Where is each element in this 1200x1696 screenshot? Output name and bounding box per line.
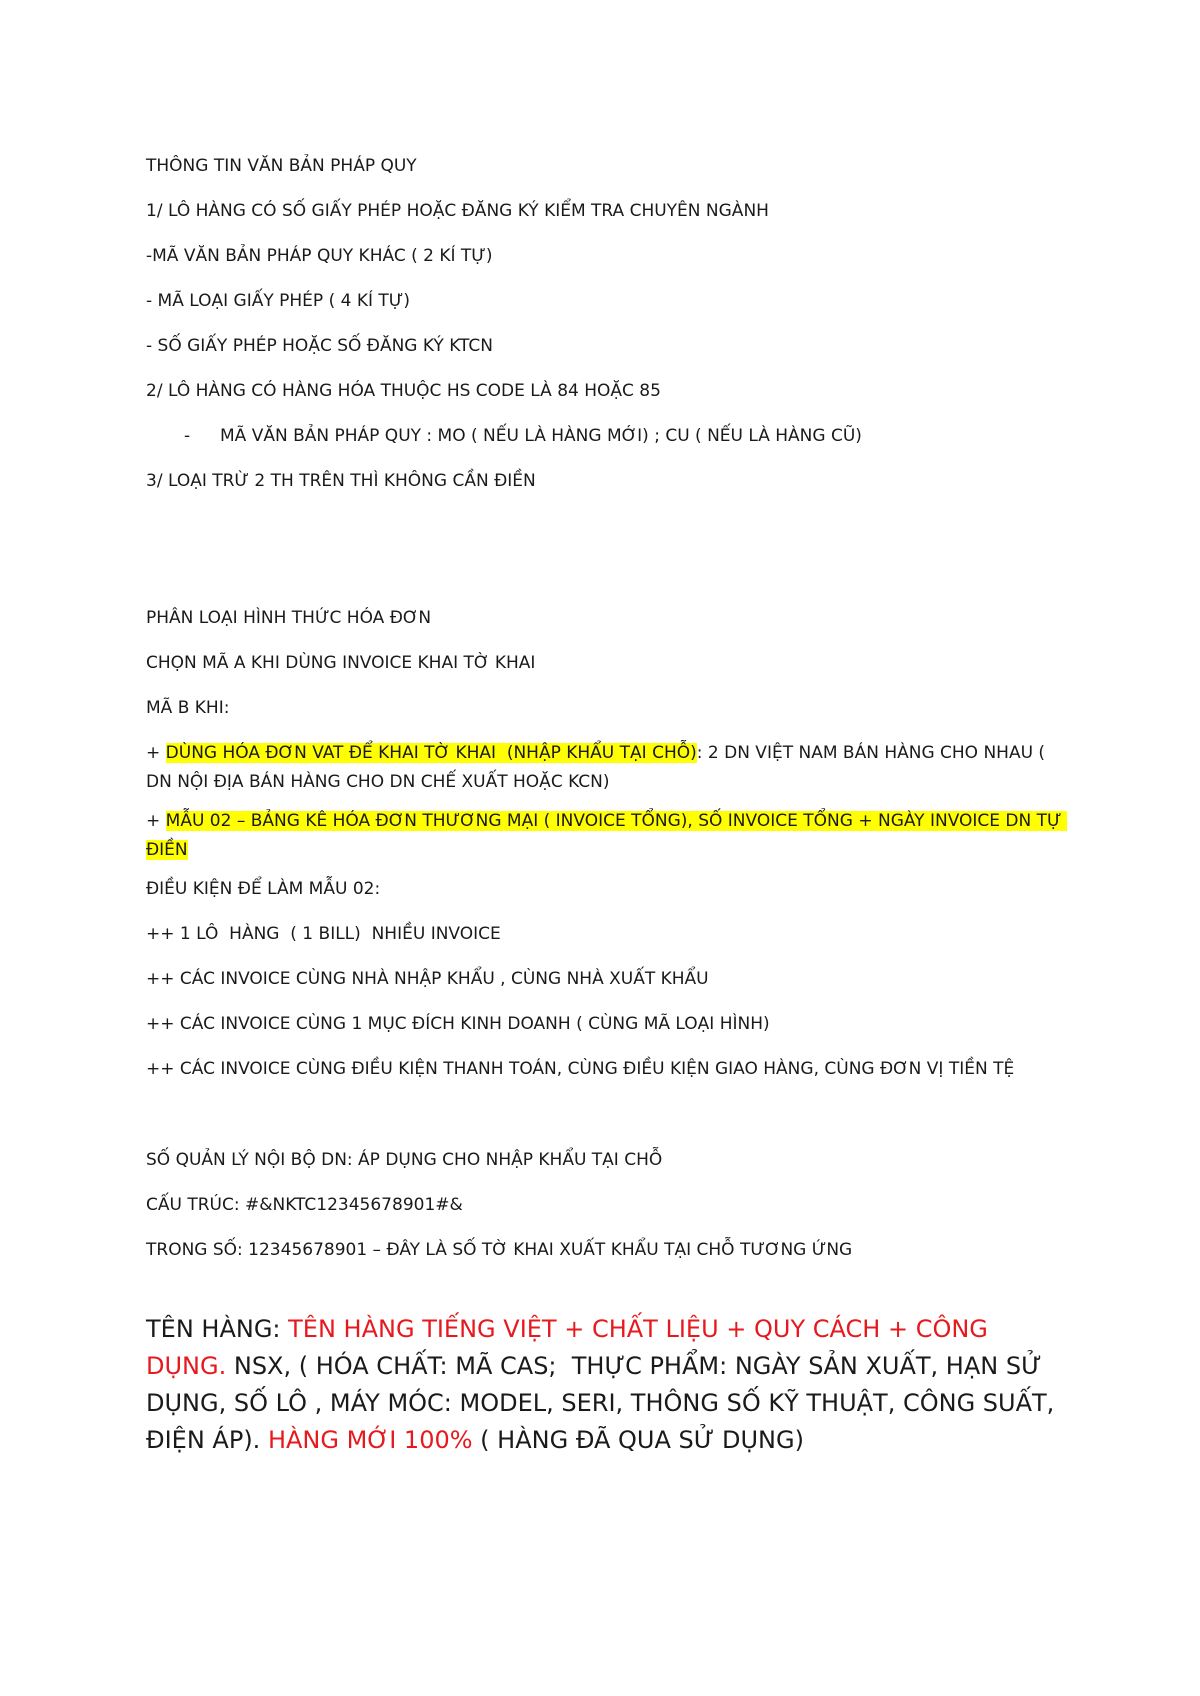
section1-sub2: - MÃ LOẠI GIẤY PHÉP ( 4 KÍ TỰ) — [146, 291, 410, 311]
spacer — [146, 1100, 1066, 1146]
bullet1-highlight: DÙNG HÓA ĐƠN VAT ĐỂ KHAI TỜ KHAI (NHẬP KHẨU TẠI CHỖ) — [165, 743, 697, 763]
product-name-black-1: NSX, ( HÓA CHẤT: MÃ CAS; THỰC PHẨM: NGÀY SẢN XUẤT, HẠN SỬ DỤNG, SỐ LÔ , MÁY MÓC: MODEL, SERI, THÔNG SỐ KỸ THUẬT, CÔNG SUẤT, ĐIỆN ÁP). — [146, 1352, 1062, 1454]
section1-sub1: -MÃ VĂN BẢN PHÁP QUY KHÁC ( 2 KÍ TỰ) — [146, 246, 493, 266]
section1-item3: 3/ LOẠI TRỪ 2 TH TRÊN THÌ KHÔNG CẦN ĐIỀN — [146, 471, 536, 491]
section3-line2: CẤU TRÚC: #&NKTC12345678901#& — [146, 1195, 463, 1215]
section3-line1: SỐ QUẢN LÝ NỘI BỘ DN: ÁP DỤNG CHO NHẬP KHẨU TẠI CHỖ — [146, 1150, 663, 1170]
section2-title: PHÂN LOẠI HÌNH THỨC HÓA ĐƠN — [146, 608, 432, 628]
condition-1: ++ 1 LÔ HÀNG ( 1 BILL) NHIỀU INVOICE — [146, 924, 501, 944]
section1-item1: 1/ LÔ HÀNG CÓ SỐ GIẤY PHÉP HOẶC ĐĂNG KÝ KIỂM TRA CHUYÊN NGÀNH — [146, 201, 769, 221]
section2-bullet1 — [146, 739, 1066, 797]
spacer — [146, 512, 1066, 604]
product-name-red-1: TÊN HÀNG TIẾNG VIỆT + CHẤT LIỆU + QUY CÁCH + CÔNG DỤNG. — [146, 1315, 996, 1380]
bullet1-prefix: + — [146, 743, 166, 763]
spacer — [146, 1281, 1066, 1311]
condition-4: ++ CÁC INVOICE CÙNG ĐIỀU KIỆN THANH TOÁN, CÙNG ĐIỀU KIỆN GIAO HÀNG, CÙNG ĐƠN VỊ TIỀN TỆ — [146, 1059, 1015, 1079]
section2-line1: CHỌN MÃ A KHI DÙNG INVOICE KHAI TỜ KHAI — [146, 653, 536, 673]
section3-line3: TRONG SỐ: 12345678901 – ĐÂY LÀ SỐ TỜ KHAI XUẤT KHẨU TẠI CHỖ TƯƠNG ỨNG — [146, 1240, 853, 1260]
condition-3: ++ CÁC INVOICE CÙNG 1 MỤC ĐÍCH KINH DOANH ( CÙNG MÃ LOẠI HÌNH) — [146, 1014, 770, 1034]
product-name-label: TÊN HÀNG: — [146, 1315, 289, 1343]
product-name-paragraph — [146, 1311, 1066, 1459]
condition-2: ++ CÁC INVOICE CÙNG NHÀ NHẬP KHẨU , CÙNG NHÀ XUẤT KHẨU — [146, 969, 709, 989]
section1-title: THÔNG TIN VĂN BẢN PHÁP QUY — [146, 156, 417, 176]
bullet-dash: - — [184, 426, 191, 446]
section2-bullet2 — [146, 807, 1066, 865]
bullet1-rest: : 2 DN VIỆT NAM BÁN HÀNG CHO NHAU ( DN NỘI ĐỊA BÁN HÀNG CHO DN CHẾ XUẤT HOẶC KCN) — [146, 743, 1051, 792]
product-name-red-2: HÀNG MỚI 100% — [267, 1426, 473, 1454]
section2-line2: MÃ B KHI: — [146, 698, 230, 718]
section1-item2: 2/ LÔ HÀNG CÓ HÀNG HÓA THUỘC HS CODE LÀ 84 HOẶC 85 — [146, 381, 661, 401]
section1-bullet — [146, 422, 1066, 451]
bullet2-prefix: + — [146, 811, 166, 831]
product-name-black-2: ( HÀNG ĐÃ QUA SỬ DỤNG) — [472, 1426, 804, 1454]
bullet2-highlight: MẪU 02 – BẢNG KÊ HÓA ĐƠN THƯƠNG MẠI ( INVOICE TỔNG), SỐ INVOICE TỔNG + NGÀY INVOICE DN TỰ ĐIỀN — [146, 811, 1068, 860]
document-body — [146, 152, 1066, 1459]
section1-sub3: - SỐ GIẤY PHÉP HOẶC SỐ ĐĂNG KÝ KTCN — [146, 336, 494, 356]
conditions-title: ĐIỀU KIỆN ĐỂ LÀM MẪU 02: — [146, 879, 381, 899]
bullet-text: MÃ VĂN BẢN PHÁP QUY : MO ( NẾU LÀ HÀNG MỚI) ; CU ( NẾU LÀ HÀNG CŨ) — [220, 426, 862, 446]
